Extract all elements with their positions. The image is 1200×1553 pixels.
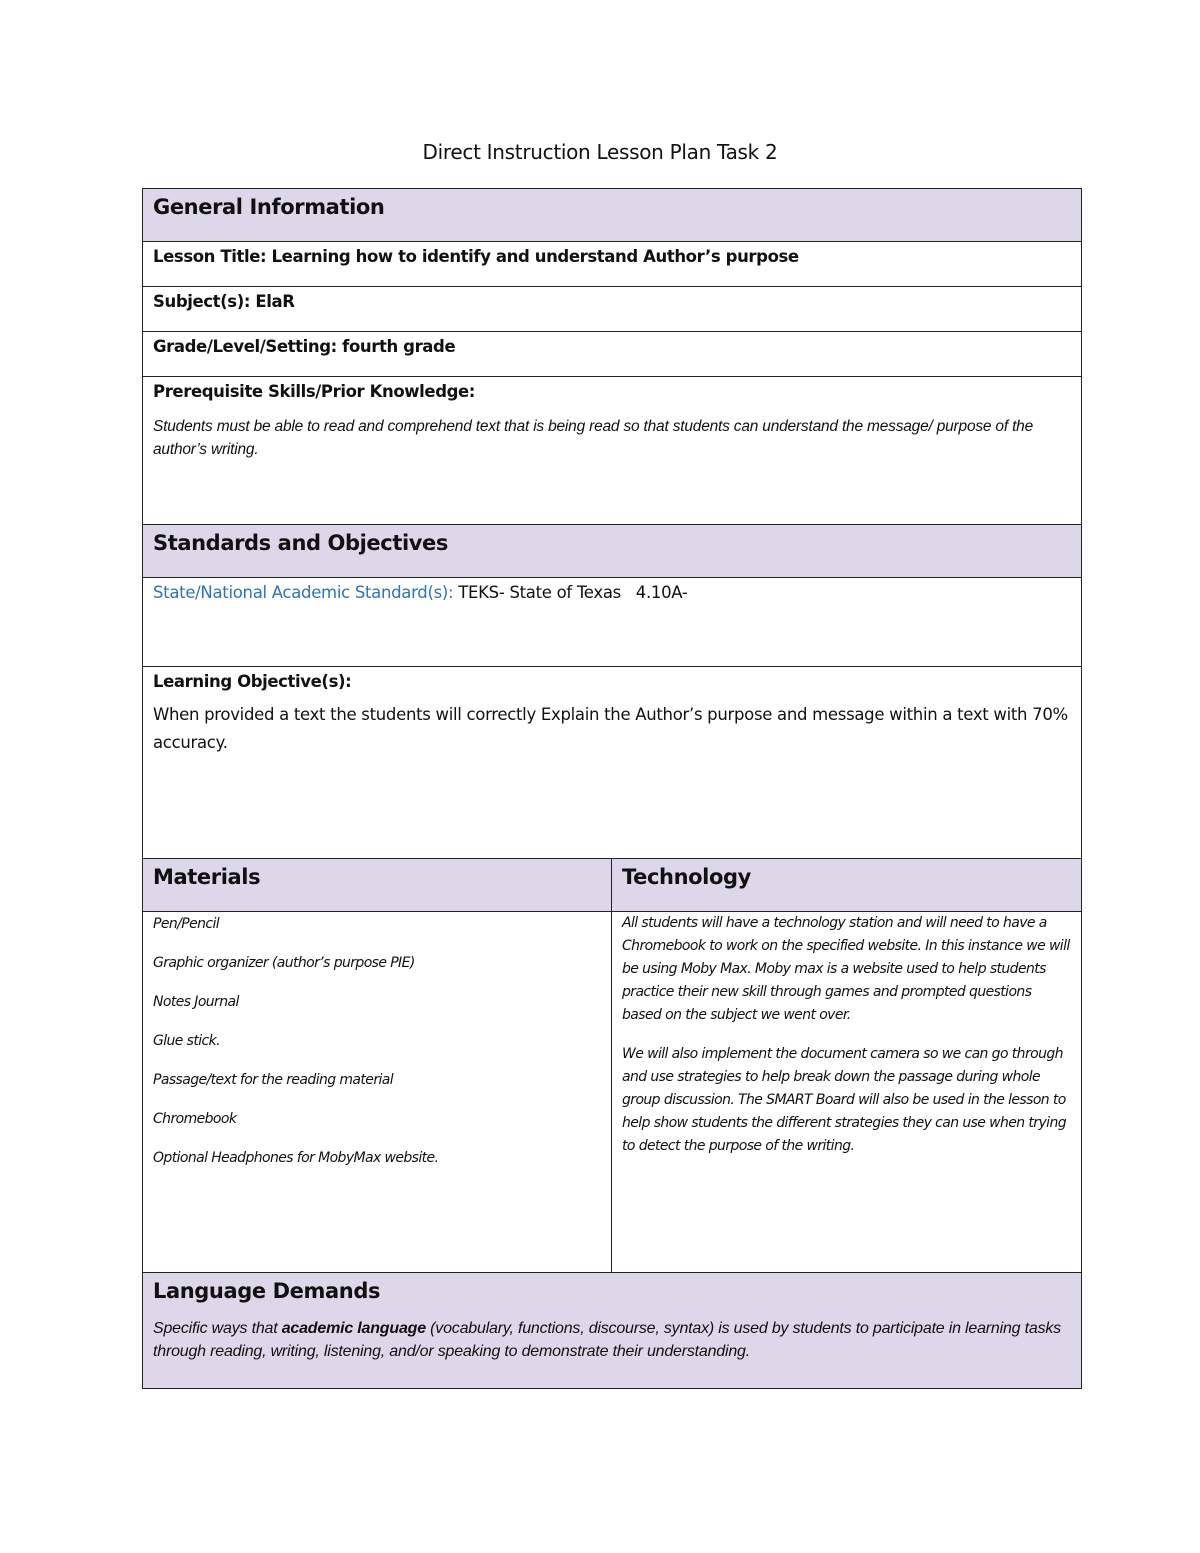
technology-paragraph-2: We will also implement the document camera so we can go through and use strategies to help break down the passage during whole group discussion. The SMART Board will also be used in the lesson to help show students the different strategies they can use when trying to detect the purpose of the writing. (622, 1046, 1066, 1154)
standard-cell (143, 578, 1082, 667)
list-item: Chromebook (153, 1111, 237, 1127)
lesson-plan-table (142, 188, 1082, 1389)
materials-list (153, 912, 601, 1185)
list-item: Glue stick. (153, 1033, 221, 1049)
language-text-before: Specific ways that (153, 1320, 282, 1337)
grade-level-setting: Grade/Level/Setting: fourth grade (143, 332, 1082, 377)
language-demands-cell (143, 1273, 1082, 1389)
standards-objectives-header: Standards and Objectives (143, 525, 1082, 578)
standard-label: State/National Academic Standard(s): (153, 583, 454, 602)
learning-objective-cell (143, 667, 1082, 859)
prerequisite-cell (143, 377, 1082, 525)
materials-header: Materials (143, 859, 612, 912)
general-information-header: General Information (143, 189, 1082, 242)
language-demands-text (153, 1317, 1071, 1363)
technology-cell (612, 912, 1082, 1273)
list-item: Pen/Pencil (153, 916, 220, 932)
list-item: Passage/text for the reading material (153, 1072, 394, 1088)
standard-value: TEKS- State of Texas 4.10A- (453, 583, 688, 602)
learning-objective-label: Learning Objective(s): (153, 672, 352, 691)
technology-paragraph-1: All students will have a technology station and will need to have a Chromebook to work on the specified website. In this instance we will be using Moby Max. Moby max is a website used to help students practice their new skill through games and prompted questions based on the subject we went over. (622, 915, 1070, 1023)
list-item: Notes Journal (153, 994, 239, 1010)
subjects: Subject(s): ElaR (143, 287, 1082, 332)
prerequisite-text: Students must be able to read and comprehend text that is being read so that students can understand the message/ purpose of the author’s writing. (153, 418, 1034, 458)
lesson-title: Lesson Title: Learning how to identify and understand Author’s purpose (143, 242, 1082, 287)
materials-cell (143, 912, 612, 1273)
document-title: Direct Instruction Lesson Plan Task 2 (422, 140, 778, 164)
list-item: Optional Headphones for MobyMax website. (153, 1150, 439, 1166)
list-item: Graphic organizer (author’s purpose PIE) (153, 955, 415, 971)
technology-header: Technology (612, 859, 1082, 912)
language-text-after: (vocabulary, functions, discourse, syntax) is used by students to participate in learning tasks through reading, writing, listening, and/or speaking to demonstrate their understanding. (153, 1320, 1061, 1360)
language-text-bold: academic language (281, 1320, 426, 1337)
learning-objective-text: When provided a text the students will correctly Explain the Author’s purpose and message within a text with 70% accuracy. (153, 705, 1068, 752)
prerequisite-label: Prerequisite Skills/Prior Knowledge: (153, 382, 476, 401)
language-demands-header: Language Demands (153, 1279, 381, 1303)
